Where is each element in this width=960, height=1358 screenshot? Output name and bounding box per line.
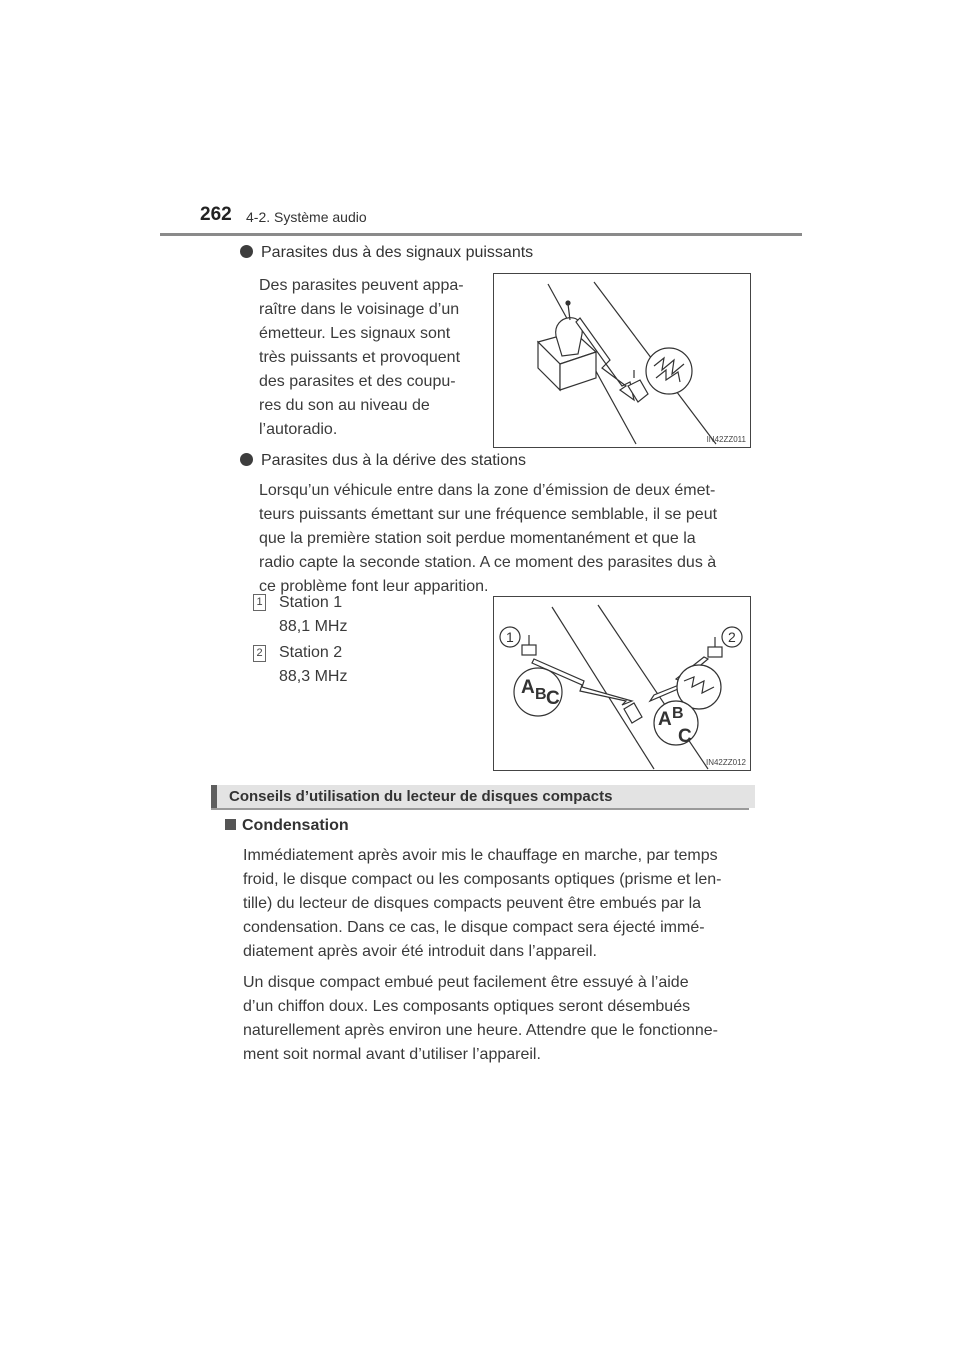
station-number-1 [253,592,266,611]
condensation-paragraph-1 [243,844,748,964]
banner-title: Conseils d’utilisation du lecteur de disques compacts [229,788,613,805]
paragraph-line: ce problème font leur apparition. [259,578,489,595]
figure-letter-a: A [521,677,535,698]
strong-signals-paragraph [259,274,485,442]
section-banner [211,785,755,808]
figure-callout-2: 2 [728,629,736,645]
section-title: 4-2. Système audio [246,209,367,225]
condensation-heading [225,817,349,835]
station-drift-paragraph [259,479,748,599]
number-box: 2 [253,645,266,662]
station-frequency: 88,1 MHz [279,618,348,635]
bullet-item-strong-signals [240,244,533,262]
figure-strong-signals [493,273,751,448]
bullet-title: Parasites dus à la dérive des stations [261,452,527,469]
paragraph-line: tille) du lecteur de disques compacts peuvent être embués par la [243,895,702,912]
bullet-item-station-drift [240,452,526,470]
figure-code: IN42ZZ011 [706,435,746,444]
paragraph-line: res du son au niveau de [259,397,430,414]
figure-letter-b: B [672,705,684,722]
station-frequency: 88,3 MHz [279,668,348,685]
paragraph-line: radio capte la seconde station. A ce moment des parasites dus à [259,554,717,571]
paragraph-line: teurs puissants émettant sur une fréquence semblable, il se peut [259,506,718,523]
figure-letter-c: C [678,726,692,747]
paragraph-line: que la première station soit perdue momentanément et que la [259,530,696,547]
paragraph-line: d’un chiffon doux. Les composants optiques seront désembués [243,998,691,1015]
paragraph-line: très puissants et provoquent [259,349,461,366]
bullet-icon [240,453,253,466]
figure-station-drift [493,596,751,771]
number-box: 1 [253,594,266,611]
station-1-label [279,591,347,639]
paragraph-line: Un disque compact embué peut facilement être essuyé à l’aide [243,974,689,991]
paragraph-line: condensation. Dans ce cas, le disque compact sera éjecté immé- [243,919,705,936]
bullet-icon [240,245,253,258]
station-name: Station 1 [279,594,343,611]
figure-code: IN42ZZ012 [705,758,746,767]
figure-letter-a: A [658,709,672,730]
figure-letter-c: C [546,688,560,709]
condensation-paragraph-2 [243,971,748,1067]
paragraph-line: diatement après avoir été introduit dans l’appareil. [243,943,597,960]
paragraph-line: des parasites et des coupu- [259,373,456,390]
paragraph-line: raître dans le voisinage d’un [259,301,460,318]
station-number-2 [253,643,266,662]
page-number: 262 [200,204,232,225]
transmitter-illustration [494,274,750,447]
paragraph-line: Des parasites peuvent appa- [259,277,464,294]
paragraph-line: émetteur. Les signaux sont [259,325,451,342]
bullet-title: Parasites dus à des signaux puissants [261,244,534,261]
station-name: Station 2 [279,644,343,661]
heading-text: Condensation [242,817,349,834]
header-rule [160,233,802,236]
two-stations-illustration [494,597,750,770]
station-2-label [279,641,347,689]
paragraph-line: froid, le disque compact ou les composants optiques (prisme et len- [243,871,722,888]
paragraph-line: ment soit normal avant d’utiliser l’appareil. [243,1046,541,1063]
square-bullet-icon [225,819,236,830]
paragraph-line: naturellement après environ une heure. Attendre que le fonctionne- [243,1022,718,1039]
figure-letter-b: B [535,686,547,703]
paragraph-line: l’autoradio. [259,421,338,438]
banner-underline [211,808,749,810]
paragraph-line: Lorsqu’un véhicule entre dans la zone d’émission de deux émet- [259,482,716,499]
figure-callout-1: 1 [506,629,514,645]
paragraph-line: Immédiatement après avoir mis le chauffage en marche, par temps [243,847,718,864]
